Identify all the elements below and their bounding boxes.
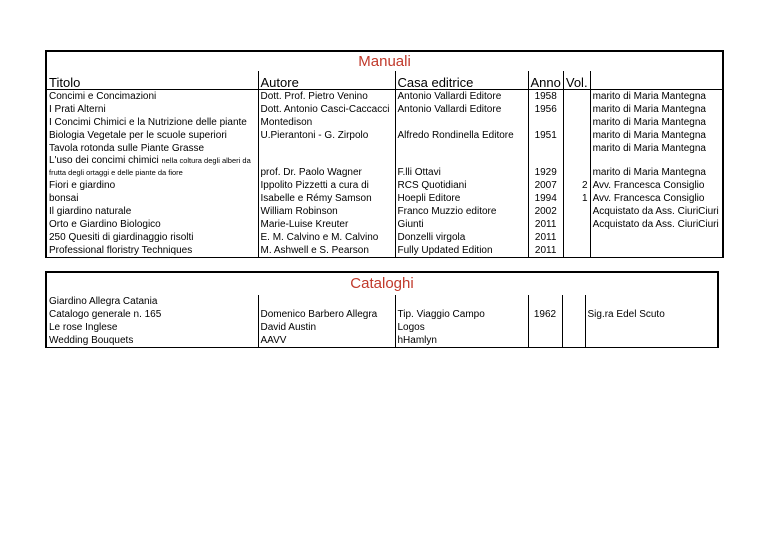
cell-casa	[395, 295, 528, 308]
cell-casa	[395, 116, 528, 129]
header-titolo: Titolo	[46, 71, 258, 90]
cell-vol	[563, 205, 590, 218]
cell-note: marito di Maria Mantegna	[590, 155, 723, 179]
table-row	[46, 179, 723, 192]
table-row	[46, 308, 718, 321]
cell-casa: Hoepli Editore	[395, 192, 528, 205]
cell-titolo: Il giardino naturale	[46, 205, 258, 218]
cell-titolo: Wedding Bouquets	[46, 334, 258, 348]
cell-vol	[563, 231, 590, 244]
cell-casa: F.lli Ottavi	[395, 155, 528, 179]
cell-casa: Alfredo Rondinella Editore	[395, 129, 528, 142]
cell-autore: Marie-Luise Kreuter	[258, 218, 395, 231]
cell-autore	[258, 295, 395, 308]
header-note	[590, 71, 723, 90]
cell-anno: 1962	[528, 308, 562, 321]
cell-anno: 1956	[528, 103, 563, 116]
cell-autore: U.Pierantoni - G. Zirpolo	[258, 129, 395, 142]
table-row	[46, 205, 723, 218]
table-row	[46, 192, 723, 205]
cell-anno	[528, 321, 562, 334]
cell-anno: 2011	[528, 244, 563, 258]
cell-vol	[563, 155, 590, 179]
cell-autore: E. M. Calvino e M. Calvino	[258, 231, 395, 244]
cell-anno: 1929	[528, 155, 563, 179]
cell-titolo: I Concimi Chimici e la Nutrizione delle piante	[46, 116, 258, 129]
cell-anno	[528, 295, 562, 308]
cell-titolo: Biologia Vegetale per le scuole superiori	[46, 129, 258, 142]
cell-autore: David Austin	[258, 321, 395, 334]
cell-anno: 2011	[528, 218, 563, 231]
cell-casa: RCS Quotidiani	[395, 179, 528, 192]
cell-note	[585, 295, 718, 308]
cell-titolo: Tavola rotonda sulle Piante Grasse	[46, 142, 258, 155]
cell-anno: 1951	[528, 129, 563, 142]
cataloghi-section-title: Cataloghi	[46, 272, 718, 295]
cell-autore: AAVV	[258, 334, 395, 348]
cell-anno: 1958	[528, 90, 563, 104]
cell-vol	[563, 244, 590, 258]
cell-note	[590, 244, 723, 258]
cell-autore: Montedison	[258, 116, 395, 129]
cell-titolo: Concimi e Concimazioni	[46, 90, 258, 104]
table-row	[46, 321, 718, 334]
cell-titolo: 250 Quesiti di giardinaggio risolti	[46, 231, 258, 244]
cell-vol	[562, 308, 585, 321]
cell-titolo: I Prati Alterni	[46, 103, 258, 116]
cell-titolo	[46, 155, 258, 179]
cell-casa: Antonio Vallardi Editore	[395, 90, 528, 104]
table-row	[46, 142, 723, 155]
cell-casa: Fully Updated Edition	[395, 244, 528, 258]
title-subtext-line2: frutta degli ortaggi e delle piante da fiore	[49, 168, 183, 177]
cell-vol	[563, 103, 590, 116]
cell-casa	[395, 142, 528, 155]
cell-anno	[528, 142, 563, 155]
cell-note	[590, 231, 723, 244]
cell-titolo: Fiori e giardino	[46, 179, 258, 192]
cell-autore: Dott. Antonio Casci-Caccacci	[258, 103, 395, 116]
cell-vol	[563, 116, 590, 129]
cell-titolo: bonsai	[46, 192, 258, 205]
cell-anno: 2011	[528, 231, 563, 244]
cell-vol: 2	[563, 179, 590, 192]
cell-note: marito di Maria Mantegna	[590, 142, 723, 155]
cell-vol	[563, 129, 590, 142]
cell-autore	[258, 142, 395, 155]
table-row	[46, 90, 723, 104]
cell-autore: M. Ashwell e S. Pearson	[258, 244, 395, 258]
header-casa-editrice: Casa editrice	[395, 71, 528, 90]
cell-anno: 2002	[528, 205, 563, 218]
cell-anno	[528, 116, 563, 129]
table-row	[46, 231, 723, 244]
header-anno: Anno	[528, 71, 563, 90]
cell-autore: William Robinson	[258, 205, 395, 218]
cell-casa: Logos	[395, 321, 528, 334]
cell-titolo: Catalogo generale n. 165	[46, 308, 258, 321]
cell-note	[585, 321, 718, 334]
cell-autore: prof. Dr. Paolo Wagner	[258, 155, 395, 179]
cataloghi-table	[45, 271, 719, 348]
table-row	[46, 129, 723, 142]
cell-note: Avv. Francesca Consiglio	[590, 179, 723, 192]
cell-vol	[563, 218, 590, 231]
cell-casa: Franco Muzzio editore	[395, 205, 528, 218]
table-row	[46, 103, 723, 116]
table-row	[46, 155, 723, 179]
cell-note: Avv. Francesca Consiglio	[590, 192, 723, 205]
manuali-section-title: Manuali	[46, 51, 723, 71]
table-row	[46, 218, 723, 231]
cell-vol	[562, 321, 585, 334]
cell-titolo: Le rose Inglese	[46, 321, 258, 334]
manuali-table	[45, 50, 724, 258]
header-autore: Autore	[258, 71, 395, 90]
cell-note: Acquistato da Ass. CiuriCiuri	[590, 218, 723, 231]
cell-vol	[562, 295, 585, 308]
title-subtext: nella coltura degli alberi da	[161, 156, 251, 165]
manuali-header-row	[46, 71, 723, 90]
table-row	[46, 244, 723, 258]
cell-casa: Giunti	[395, 218, 528, 231]
cell-titolo: Giardino Allegra Catania	[46, 295, 258, 308]
cell-anno: 2007	[528, 179, 563, 192]
cell-casa: Tip. Viaggio Campo	[395, 308, 528, 321]
cell-autore: Isabelle e Rémy Samson	[258, 192, 395, 205]
cell-casa: Donzelli virgola	[395, 231, 528, 244]
cell-vol: 1	[563, 192, 590, 205]
cell-note	[585, 334, 718, 348]
cell-autore: Domenico Barbero Allegra	[258, 308, 395, 321]
title-text: L'uso dei concimi chimici	[49, 155, 159, 166]
cell-anno	[528, 334, 562, 348]
cell-note: Acquistato da Ass. CiuriCiuri	[590, 205, 723, 218]
cell-titolo: Orto e Giardino Biologico	[46, 218, 258, 231]
table-row	[46, 116, 723, 129]
header-vol: Vol.	[563, 71, 590, 90]
cell-note: Sig.ra Edel Scuto	[585, 308, 718, 321]
table-row	[46, 334, 718, 348]
cell-autore: Dott. Prof. Pietro Venino	[258, 90, 395, 104]
cell-note: marito di Maria Mantegna	[590, 116, 723, 129]
cell-note: marito di Maria Mantegna	[590, 90, 723, 104]
cell-autore: Ippolito Pizzetti a cura di	[258, 179, 395, 192]
cell-vol	[563, 142, 590, 155]
cell-casa: hHamlyn	[395, 334, 528, 348]
cell-anno: 1994	[528, 192, 563, 205]
cell-note: marito di Maria Mantegna	[590, 129, 723, 142]
cell-casa: Antonio Vallardi Editore	[395, 103, 528, 116]
cell-vol	[562, 334, 585, 348]
cell-vol	[563, 90, 590, 104]
cell-titolo: Professional floristry Techniques	[46, 244, 258, 258]
table-row	[46, 295, 718, 308]
cell-note: marito di Maria Mantegna	[590, 103, 723, 116]
